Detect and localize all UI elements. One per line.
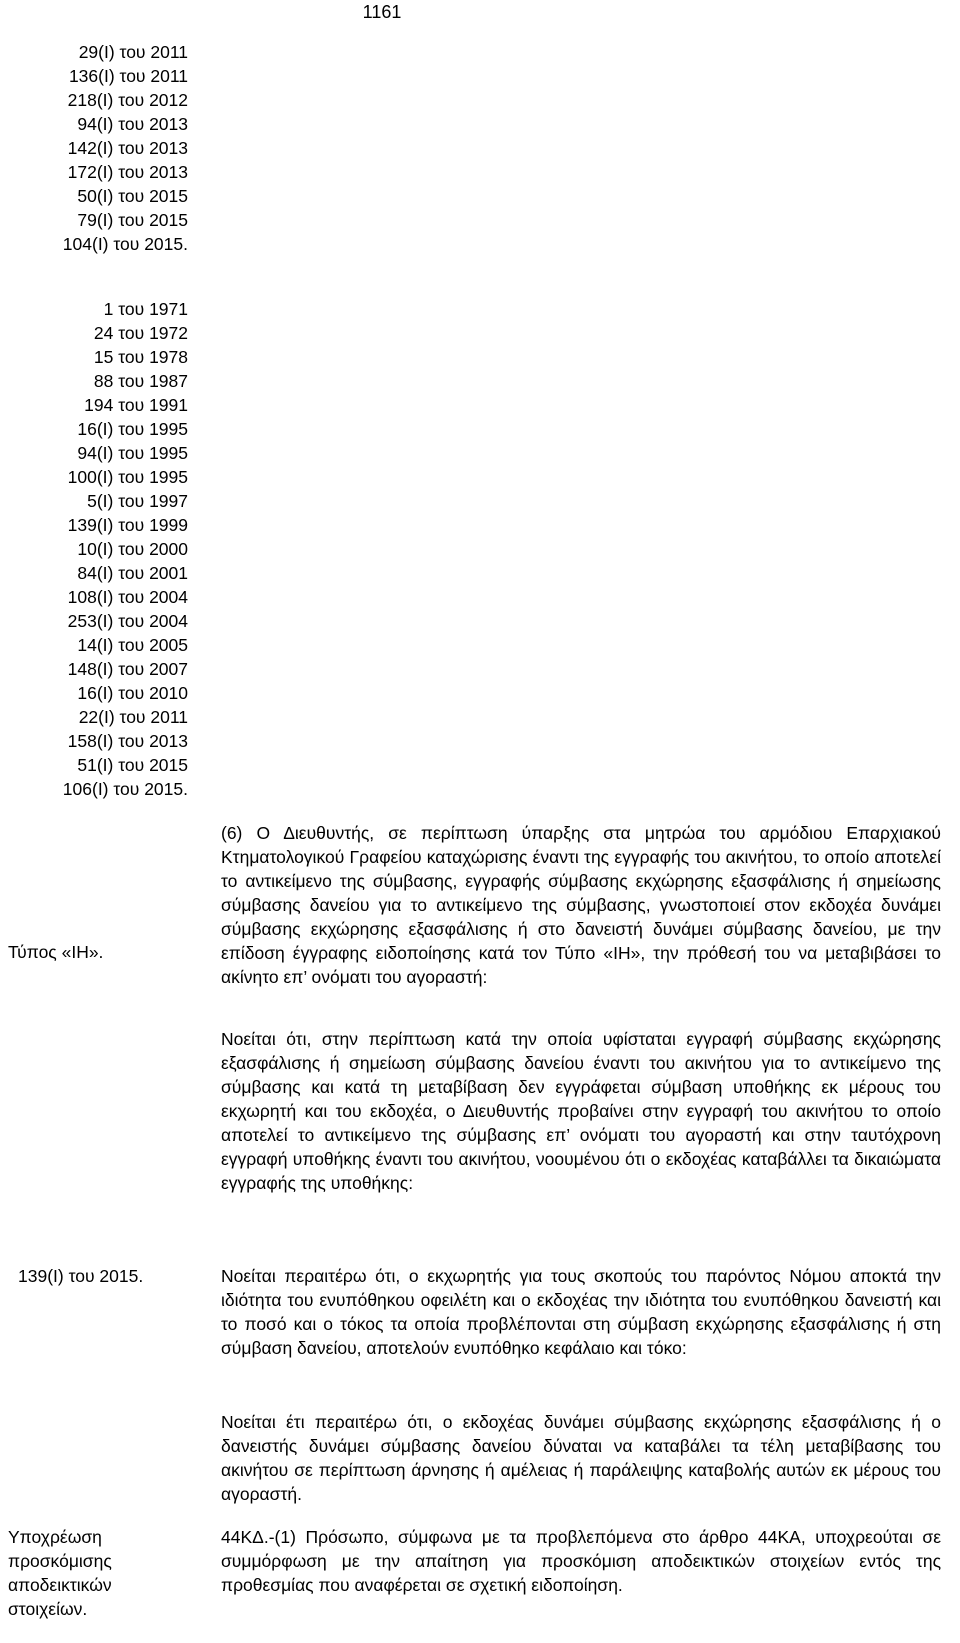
law-reference: 158(Ι) του 2013 bbox=[67, 731, 188, 751]
law-reference: 253(Ι) του 2004 bbox=[67, 611, 188, 631]
law-reference: 194 του 1991 bbox=[84, 395, 188, 415]
law-reference: 5(Ι) του 1997 bbox=[87, 491, 188, 511]
law-reference: 148(Ι) του 2007 bbox=[67, 659, 188, 679]
law-reference: 15 του 1978 bbox=[93, 347, 188, 367]
proviso-1-text: Νοείται ότι, στην περίπτωση κατά την οποία υφίσταται εγγραφή σύμβασης εκχώρησης εξασφάλισης ή σημείωση σύμβασης δανείου έναντι του ακινήτου για το αντικείμενο της σύμβασης και κατά τη μεταβίβαση δεν εγγράφεται σύμβαση υποθήκης εκ μέρους του εκχωρητή και του εκδοχέα, ο Διευθυντής προβαίνει στην εγγραφή του ακινήτου το οποίο αποτελεί το αντικείμενο της σύμβασης επ’ ονόματι του αγοραστή και στην ταυτόχρονη εγγραφή υποθήκης έναντι του ακινήτου, νοουμένου ότι ο εκδοχέας καταβάλλει τα δικαιώματα εγγραφής της υποθήκης: bbox=[221, 1029, 941, 1193]
law-reference: 24 του 1972 bbox=[93, 323, 188, 343]
section-44kd-text: 44ΚΔ.-(1) Πρόσωπο, σύμφωνα με τα προβλεπόμενα στο άρθρο 44ΚΑ, υποχρεούται σε συμμόρφωση με την απαίτηση για προσκόμιση αποδεικτικών στοιχείων εντός της προθεσμίας που αναφέρεται σε σχετική ειδοποίηση. bbox=[221, 1527, 941, 1595]
law-reference: 106(Ι) του 2015. bbox=[62, 779, 188, 799]
law-reference: 1 του 1971 bbox=[103, 299, 188, 319]
proviso-3-text: Νοείται έτι περαιτέρω ότι, ο εκδοχέας δυνάμει σύμβασης εκχώρησης εξασφάλισης ή ο δανειστής δυνάμει σύμβασης δανείου δύναται να καταβάλει τα τέλη μεταβίβασης του ακινήτου σε περίπτωση άρνησης ή αμέλειας ή παράλειψης καταβολής αυτών εκ μέρους του αγοραστή. bbox=[221, 1412, 941, 1504]
law-reference: 100(Ι) του 1995 bbox=[67, 467, 188, 487]
proviso-1 bbox=[221, 1027, 941, 1195]
proviso-2-text: Νοείται περαιτέρω ότι, ο εκχωρητής για τους σκοπούς του παρόντος Νόμου αποκτά την ιδιότητα του ενυπόθηκου οφειλέτη και ο εκδοχέας την ιδιότητα του ενυπόθηκου δανειστή και το ποσό και ο τόκος τα οποία προβλέπονται στη σύμβαση εκχώρησης εξασφάλισης ή στη σύμβαση δανείου, αποτελούν ενυπόθηκο κεφάλαιο και τόκο: bbox=[221, 1266, 941, 1358]
law-reference: 16(Ι) του 2010 bbox=[77, 683, 188, 703]
law-references-list-2 bbox=[18, 297, 188, 801]
law-reference: 142(Ι) του 2013 bbox=[67, 138, 188, 158]
law-reference: 104(Ι) του 2015. bbox=[62, 234, 188, 254]
section-44kd bbox=[221, 1525, 941, 1597]
law-reference: 16(Ι) του 1995 bbox=[77, 419, 188, 439]
law-reference-139: 139(Ι) του 2015. bbox=[18, 1266, 144, 1286]
law-reference: 84(Ι) του 2001 bbox=[77, 563, 188, 583]
paragraph-6 bbox=[221, 821, 941, 989]
proviso-2 bbox=[221, 1264, 941, 1360]
law-reference: 218(Ι) του 2012 bbox=[67, 90, 188, 110]
law-reference: 79(Ι) του 2015 bbox=[77, 210, 188, 230]
law-reference: 139(Ι) του 1999 bbox=[67, 515, 188, 535]
law-reference: 51(Ι) του 2015 bbox=[77, 755, 188, 775]
law-reference: 14(Ι) του 2005 bbox=[77, 635, 188, 655]
paragraph-6-text: (6) Ο Διευθυντής, σε περίπτωση ύπαρξης στα μητρώα του αρμόδιου Επαρχιακού Κτηματολογικού Γραφείου καταχώρισης έναντι της εγγραφής του ακινήτου, το οποίο αποτελεί το αντικείμενο της σύμβασης, εγγραφής σύμβασης εκχώρησης εξασφάλισης ή σημείωσης σύμβασης δανείου για το αντικείμενο της σύμβασης, γνωστοποιεί στον εκδοχέα δυνάμει σύμβασης εκχώρησης εξασφάλισης ή στο δανειστή δυνάμει σύμβασης δανείου, με την επίδοση έγγραφης ειδοποίησης κατά τον Τύπο «ΙΗ», την πρόθεσή του να μεταβιβάσει το ακίνητο επ’ ονόματι του αγοραστή: bbox=[221, 823, 941, 987]
form-reference-note: Τύπος «ΙΗ». bbox=[8, 942, 104, 962]
law-reference: 50(Ι) του 2015 bbox=[77, 186, 188, 206]
law-reference: 10(Ι) του 2000 bbox=[77, 539, 188, 559]
page-number: 1161 bbox=[362, 2, 402, 22]
proviso-3 bbox=[221, 1410, 941, 1506]
law-reference: 172(Ι) του 2013 bbox=[67, 162, 188, 182]
law-reference: 22(Ι) του 2011 bbox=[78, 707, 188, 727]
law-reference: 94(Ι) του 1995 bbox=[77, 443, 188, 463]
law-reference: 88 του 1987 bbox=[93, 371, 188, 391]
law-reference: 94(Ι) του 2013 bbox=[77, 114, 188, 134]
law-reference: 29(Ι) του 2011 bbox=[78, 42, 188, 62]
obligation-margin-note: Υποχρέωση προσκόμισης αποδεικτικών στοιχείων. bbox=[8, 1527, 112, 1619]
law-reference: 108(Ι) του 2004 bbox=[67, 587, 188, 607]
law-references-list-1 bbox=[18, 40, 188, 256]
law-reference: 136(Ι) του 2011 bbox=[68, 66, 188, 86]
